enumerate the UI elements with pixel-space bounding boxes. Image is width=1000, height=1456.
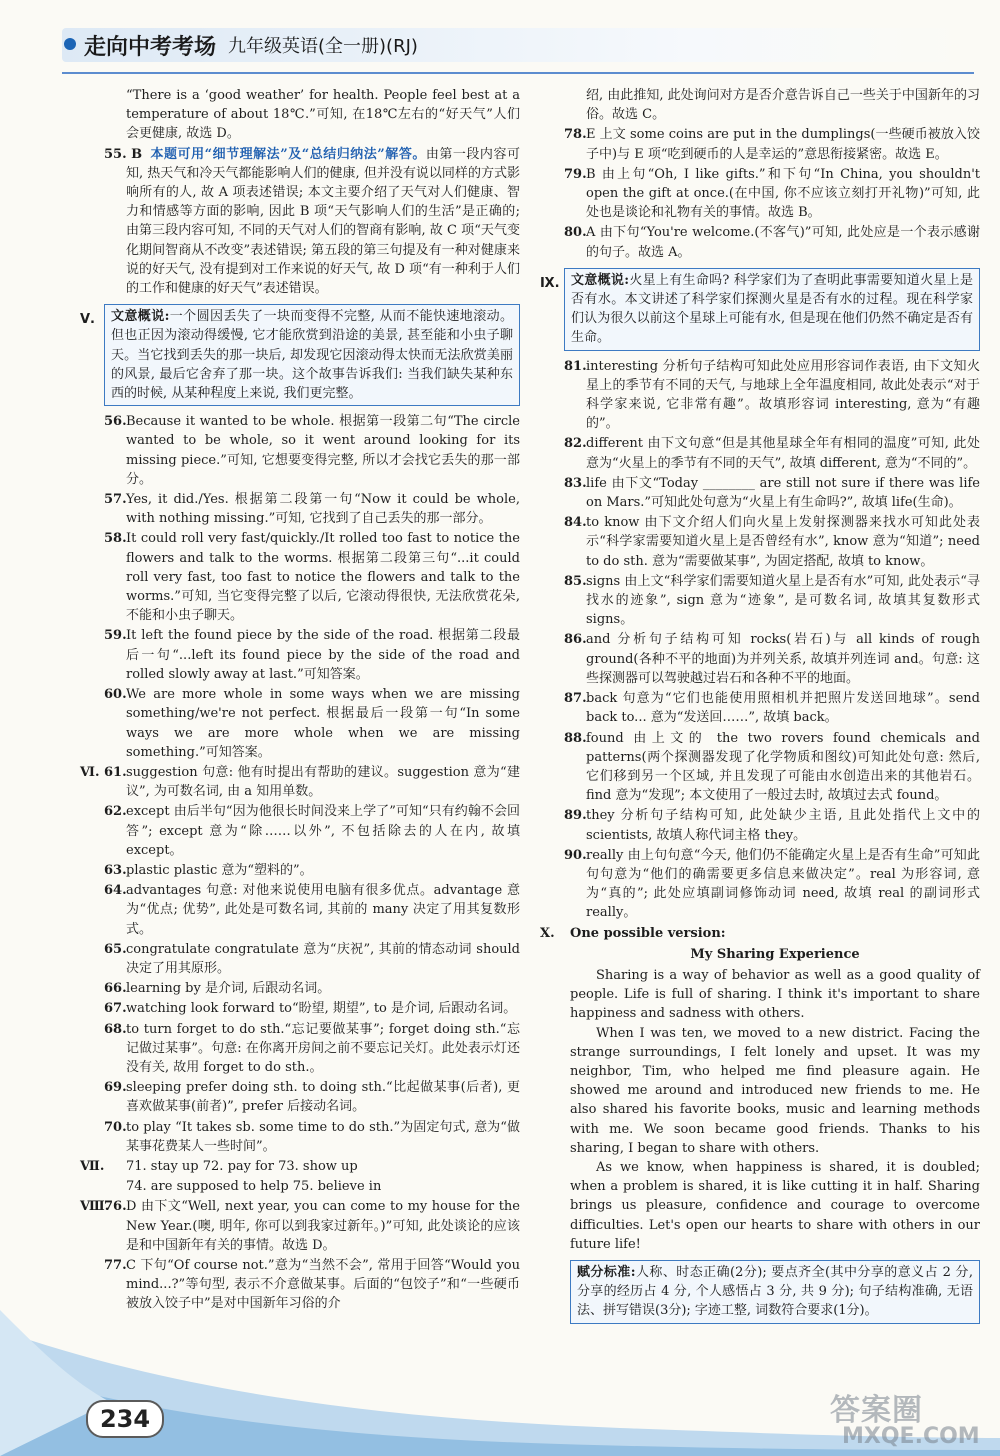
- version-heading: One possible version:: [570, 925, 726, 941]
- section-vi: [80, 763, 520, 1156]
- answer-text: congratulate congratulate 意为“庆祝”, 其前的情态动词 should 决定了用其原形。: [126, 941, 520, 976]
- answer-text: advantages 句意: 对他来说使用电脑有很多优点。advantage 意为“优点; 优势”, 此处是可数名词, 其前的 many 决定了用其复数形式。: [126, 883, 520, 937]
- answer-item: [80, 999, 520, 1018]
- answer-number: 67.: [104, 1001, 127, 1017]
- answer-item: [80, 490, 520, 528]
- answer-text: C 下句“Of course not.”意为“当然不会”, 常用于回答“Would you mind...?”等句型, 表示不介意做某事。后面的“包饺子”和“一些硬币被放入饺子中”是对中国新年习俗的介: [126, 1257, 520, 1312]
- answer-item: [80, 861, 520, 880]
- book-title: 走向中考考场: [84, 35, 217, 60]
- section-vii: [80, 1157, 520, 1196]
- answer-item: [540, 165, 980, 223]
- answer-item: [80, 763, 520, 801]
- answer-item: [80, 881, 520, 939]
- section-number: Ⅴ.: [80, 312, 95, 328]
- answer-number: 55. B: [104, 146, 143, 162]
- answer-number: 79.: [564, 166, 587, 182]
- answer-text: A 由下句“You're welcome.(不客气)”可知, 此处应是一个表示感谢的句子。故选 A。: [586, 225, 980, 260]
- answer-text: and 分析句子结构可知 rocks(岩石)与 all kinds of rough ground(各种不平的地面)为并列关系, 故填并列连词 and。句意: 这些探测器可以驾驶越过岩石和各种不平的地面。: [586, 632, 980, 686]
- answer-number: 83.: [564, 475, 587, 491]
- section-number: Ⅶ.: [80, 1158, 105, 1174]
- answer-line: 74. are supposed to help 75. believe in: [126, 1179, 382, 1195]
- answer-text: different 由下文句意“但是其他星球全年有相同的温度”可知, 此处意为“火星上的季节有不同的天气”, 故填 different, 意为“不同的”。: [586, 436, 980, 471]
- answer-number: 56.: [104, 414, 127, 430]
- answer-text: watching look forward to“盼望, 期望”, to 是介词, 后跟动名词。: [126, 1001, 517, 1017]
- answer-55: [80, 145, 520, 299]
- watermark-logo: 答案圈: [830, 1393, 923, 1428]
- answer-item: [80, 940, 520, 978]
- answer-number: 63.: [104, 862, 127, 878]
- answer-item: [80, 685, 520, 762]
- essay-paragraph: When I was ten, we moved to a new district. Facing the strange surroundings, I felt lonely and upset. It was my neighbor, Tim, who helped me find pleasure again. He showed me around and introduced new friends to me. He also shared his favorite books, music and learning methods with me. We soon became good friends. Thanks to his sharing, I began to share with others.: [570, 1025, 980, 1156]
- section-number: Ⅸ.: [540, 275, 560, 291]
- page-header: [0, 0, 1000, 80]
- answer-text: suggestion 句意: 他有时提出有帮助的建议。suggestion 意为“建议”, 为可数名词, 由 a 知用单数。: [126, 764, 520, 800]
- answer-number: 62.: [104, 804, 127, 820]
- summary-label: 文意概说:: [571, 272, 630, 288]
- answer-text: interesting 分析句子结构可知此处应用形容词作表语, 由下文知火星上的季节有不同的天气, 与地球上全年温度相同, 故此处表示“对于科学家来说, 它非常有趣”。故填形容词 interesting, 意为“有趣的”。: [586, 358, 980, 432]
- answer-number: 86.: [564, 632, 587, 648]
- summary-text: 火星上有生命吗? 科学家们为了查明此事需要知道火星上是否有水。本文讲述了科学家们探测火星是否有水的过程。现在科学家们认为很久以前这个星球上可能有水, 但是现在他们仍然不确定是否有生命。: [571, 272, 973, 346]
- answer-number: 77.: [104, 1257, 127, 1273]
- answer-number: 88.: [564, 730, 587, 746]
- answer-number: 60.: [104, 687, 127, 703]
- answer-text: except 由后半句“因为他很长时间没来上学了”可知“只有约翰不会回答”; except 意为“除……以外”, 不包括除去的人在内, 故填 except。: [126, 804, 520, 858]
- answer-number: 58.: [104, 531, 127, 547]
- answer-text: really 由上句句意“今天, 他们仍不能确定火星上是否有生命”可知此句句意为“他们的确需要更多信息来做决定”。real 为形容词, 意为“真的”; 此处应填副词修饰动词 need, 故填 real 的副词形式 really。: [586, 847, 980, 921]
- answer-number: 61.: [104, 764, 127, 780]
- answer-item: [540, 434, 980, 472]
- essay-paragraph: Sharing is a way of behavior as well as a good quality of people. Life is full of sharing. I think it's important to share happiness and sadness with others.: [570, 967, 980, 1022]
- section-v: [80, 304, 520, 406]
- answer-item: [80, 626, 520, 684]
- summary-box: [104, 304, 520, 406]
- answer-text: learning by 是介词, 后跟动名词。: [126, 981, 331, 997]
- answer-item: [540, 729, 980, 806]
- answer-item: [540, 846, 980, 923]
- answer-item: [540, 630, 980, 688]
- header-rule: [62, 72, 974, 74]
- answer-number: 82.: [564, 436, 587, 452]
- bullet-icon: [64, 38, 76, 50]
- answer-number: 84.: [564, 515, 587, 531]
- section-number: Ⅵ.: [80, 764, 100, 780]
- answer-text: sleeping prefer doing sth. to doing sth.“比起做某事(后者), 更喜欢做某事(前者)”, prefer 后接动名词。: [126, 1080, 520, 1115]
- answer-text: to know 由下文介绍人们向火星上发射探测器来找水可知此处表示“科学家需要知道火星上是否曾经有水”, know 意为“知道”; need to do sth. 意为“需要做某事”, 为固定搭配, 故填 to know。: [586, 515, 980, 569]
- answer-item: [80, 412, 520, 489]
- answer-number: 80.: [564, 225, 587, 241]
- answer-item: [80, 1078, 520, 1116]
- answer-number: 68.: [104, 1021, 127, 1037]
- answer-text: found 由上文的 the two rovers found chemicals and patterns(两个探测器发现了化学物质和图纹)可知此处句意: 然后, 它们移到另一个区域, 并且发现了可能由水创造出来的其他岩石。find 意为“发现”; 本文使用了一般过去时, 故填过去式 found。: [586, 730, 980, 804]
- summary-label: 文意概说:: [111, 309, 170, 325]
- answer-number: 78.: [564, 127, 587, 143]
- answer-item: [540, 125, 980, 163]
- answer-item: [80, 1020, 520, 1078]
- answer-number: 89.: [564, 808, 587, 824]
- answer-number: 85.: [564, 573, 587, 589]
- answer-text: It could roll very fast/quickly./It rolled too fast to notice the flowers and talk to the worms. 根据第二段第三句“...it could roll very fast, too fast to notice the flowers and talk to the worms.”可知, 当它变得完整了以后, 它滚动得很快, 无法欣赏花朵, 不能和小虫子聊天。: [126, 531, 520, 624]
- answer-text: Yes, it did./Yes. 根据第二段第一句“Now it could be whole, with nothing missing.”可知, 它找到了自己丢失的那一部分。: [126, 492, 520, 527]
- continued-text: “There is a ‘good weather’ for health. People feel best at a temperature of about 18℃.”可知, 在18℃左右的“好天气”人们会更健康, 故选 D。: [126, 88, 520, 142]
- left-column: [80, 86, 520, 1315]
- answer-item: [80, 529, 520, 625]
- answer-text: life 由下文“Today ________ are still not sure if there was life on Mars.”可知此处句意为“火星上有生命吗?”, 故填 life(生命)。: [586, 475, 980, 511]
- answer-text: D 由下文“Well, next year, you can come to my house for the New Year.(噢, 明年, 你可以到我家过新年。)”可知, 此处谈论的应该是和中国新年有关的事情。故选 D。: [126, 1199, 520, 1253]
- answer-item: [80, 1197, 520, 1255]
- answer-number: 76.: [104, 1199, 127, 1215]
- answer-text: E 上文 some coins are put in the dumplings(一些硬币被放入饺子中)与 E 项“吃到硬币的人是幸运的”意思衔接紧密。故选 E。: [586, 127, 980, 162]
- section-x: [540, 924, 980, 1324]
- essay-paragraph: As we know, when happiness is shared, it is doubled; when a problem is shared, it is like cutting it in half. Sharing brings us pleasure, confidence and courage to overcome difficulties. Let's open our hearts to share with others in our future life!: [570, 1159, 980, 1252]
- right-column: [540, 86, 980, 1324]
- answer-number: 90.: [564, 847, 587, 863]
- answer-item: [540, 806, 980, 844]
- answer-number: 87.: [564, 691, 587, 707]
- section-viii: [80, 1197, 520, 1313]
- answer-number: 65.: [104, 941, 127, 957]
- answer-text: It left the found piece by the side of the road. 根据第二段最后一句“...left its found piece by the side of the road and rolled slowly away at last.”可知答案。: [126, 628, 520, 682]
- answer-text: We are more whole in some ways when we are missing something/we're not perfect. 根据最后一段第一句“In some ways we are more whole when we are missing something.”可知答案。: [126, 687, 520, 760]
- answer-number: 59.: [104, 628, 127, 644]
- answer-item: [80, 1118, 520, 1156]
- page-number: 234: [86, 1400, 164, 1438]
- answer-number: 69.: [104, 1080, 127, 1096]
- answer-text: to turn forget to do sth.“忘记要做某事”; forget doing sth.“忘记做过某事”。句意: 在你离开房间之前不要忘记关灯。此处表示灯还没有关, 故用 forget to do sth.。: [126, 1021, 520, 1075]
- answer-text: signs 由上文“科学家们需要知道火星上是否有水”可知, 此处表示“寻找水的迹象”, sign 意为“迹象”, 是可数名词, 故填其复数形式 signs。: [586, 573, 980, 628]
- answer-item: [540, 357, 980, 434]
- answer-item: [540, 223, 980, 261]
- summary-text: 一个圆因丢失了一块而变得不完整, 从而不能快速地滚动。但也正因为滚动得缓慢, 它才能欣赏到沿途的美景, 甚至能和小虫子聊天。当它找到丢失的那一块后, 却发现它因滚动得太快而无法欣赏美丽的风景, 最后它舍弃了那一块。这个故事告诉我们: 当我们缺失某种东西的时候, 从某种程度上来说, 我们更完整。: [111, 309, 513, 402]
- answer-text: 由第一段内容可知, 热天气和冷天气都能影响人们的健康, 但并没有说以同样的方式影响所有的人, 故 A 项表述错误; 本文主要介绍了天气对人们健康、智力和情感等方面的影响, 因此 B 项“天气影响人们的生活”是正确的; 由第三段内容可知, 不同的天气对人们的智商有影响, 故 C 项“天气变化期间智商从不改变”表述错误; 第五段的第三句提及有一种对健康来说的好天气, 没有提到对工作来说的好天气, 故 D 项“有一种利于人们的工作和健康的好天气”表述错误。: [126, 146, 520, 297]
- answer-text: back 句意为“它们也能使用照相机并把照片发送回地球”。send back to... 意为“发送回……”, 故填 back。: [586, 691, 980, 726]
- answer-item: [540, 689, 980, 727]
- answer-text: B 由上句“Oh, I like gifts.”和下句“In China, you shouldn't open the gift at once.(在中国, 你不应该立刻打开礼物)”可知, 此处也是谈论和礼物有关的事情。故选 B。: [586, 166, 980, 221]
- answer-item: [80, 802, 520, 860]
- method-note: 本题可用“细节理解法”及“总结归纳法”解答。: [150, 146, 426, 162]
- answer-item: [540, 513, 980, 571]
- answer-item: [80, 1256, 520, 1314]
- book-subtitle: 九年级英语(全一册)(RJ): [228, 36, 418, 57]
- continued-text: 绍, 由此推知, 此处询问对方是否介意告诉自己一些关于中国新年的习俗。故选 C。: [586, 88, 980, 123]
- answer-number: 64.: [104, 883, 127, 899]
- essay-title: My Sharing Experience: [690, 946, 860, 962]
- section-number: Ⅷ.: [80, 1199, 110, 1215]
- answer-text: Because it wanted to be whole. 根据第一段第二句“The circle wanted to be whole, so it went around looking for its missing piece.”可知, 它想要变得完整, 所以才会找它丢失的那一部分。: [126, 414, 520, 487]
- answer-line: 71. stay up 72. pay for 73. show up: [126, 1158, 358, 1174]
- answer-text: to play “It takes sb. some time to do sth.”为固定句式, 意为“做某事花费某人一些时间”。: [126, 1119, 520, 1154]
- answer-item: [80, 979, 520, 998]
- answer-number: 66.: [104, 981, 127, 997]
- answer-item: [540, 474, 980, 512]
- answer-number: 70.: [104, 1119, 127, 1135]
- section-ix: [540, 268, 980, 351]
- answer-item: [540, 572, 980, 630]
- section-number: Ⅹ.: [540, 925, 555, 941]
- answer-text: they 分析句子结构可知, 此处缺少主语, 且此处指代上文中的 scientists, 故填人称代词主格 they。: [586, 808, 980, 843]
- answer-number: 81.: [564, 358, 587, 374]
- answer-text: plastic plastic 意为“塑料的”。: [126, 862, 313, 878]
- summary-box: [564, 268, 980, 351]
- scoring-text: 人称、时态正确(2分); 要点齐全(其中分享的意义占 2 分, 分享的经历占 4 分, 个人感悟占 3 分, 共 9 分); 句子结构准确, 无语法、拼写错误(3分); 字迹工整, 词数符合要求(1分)。: [577, 1264, 973, 1319]
- answer-number: 57.: [104, 492, 127, 508]
- watermark-url: MXQE.COM: [842, 1424, 980, 1449]
- scoring-label: 赋分标准:: [577, 1264, 636, 1280]
